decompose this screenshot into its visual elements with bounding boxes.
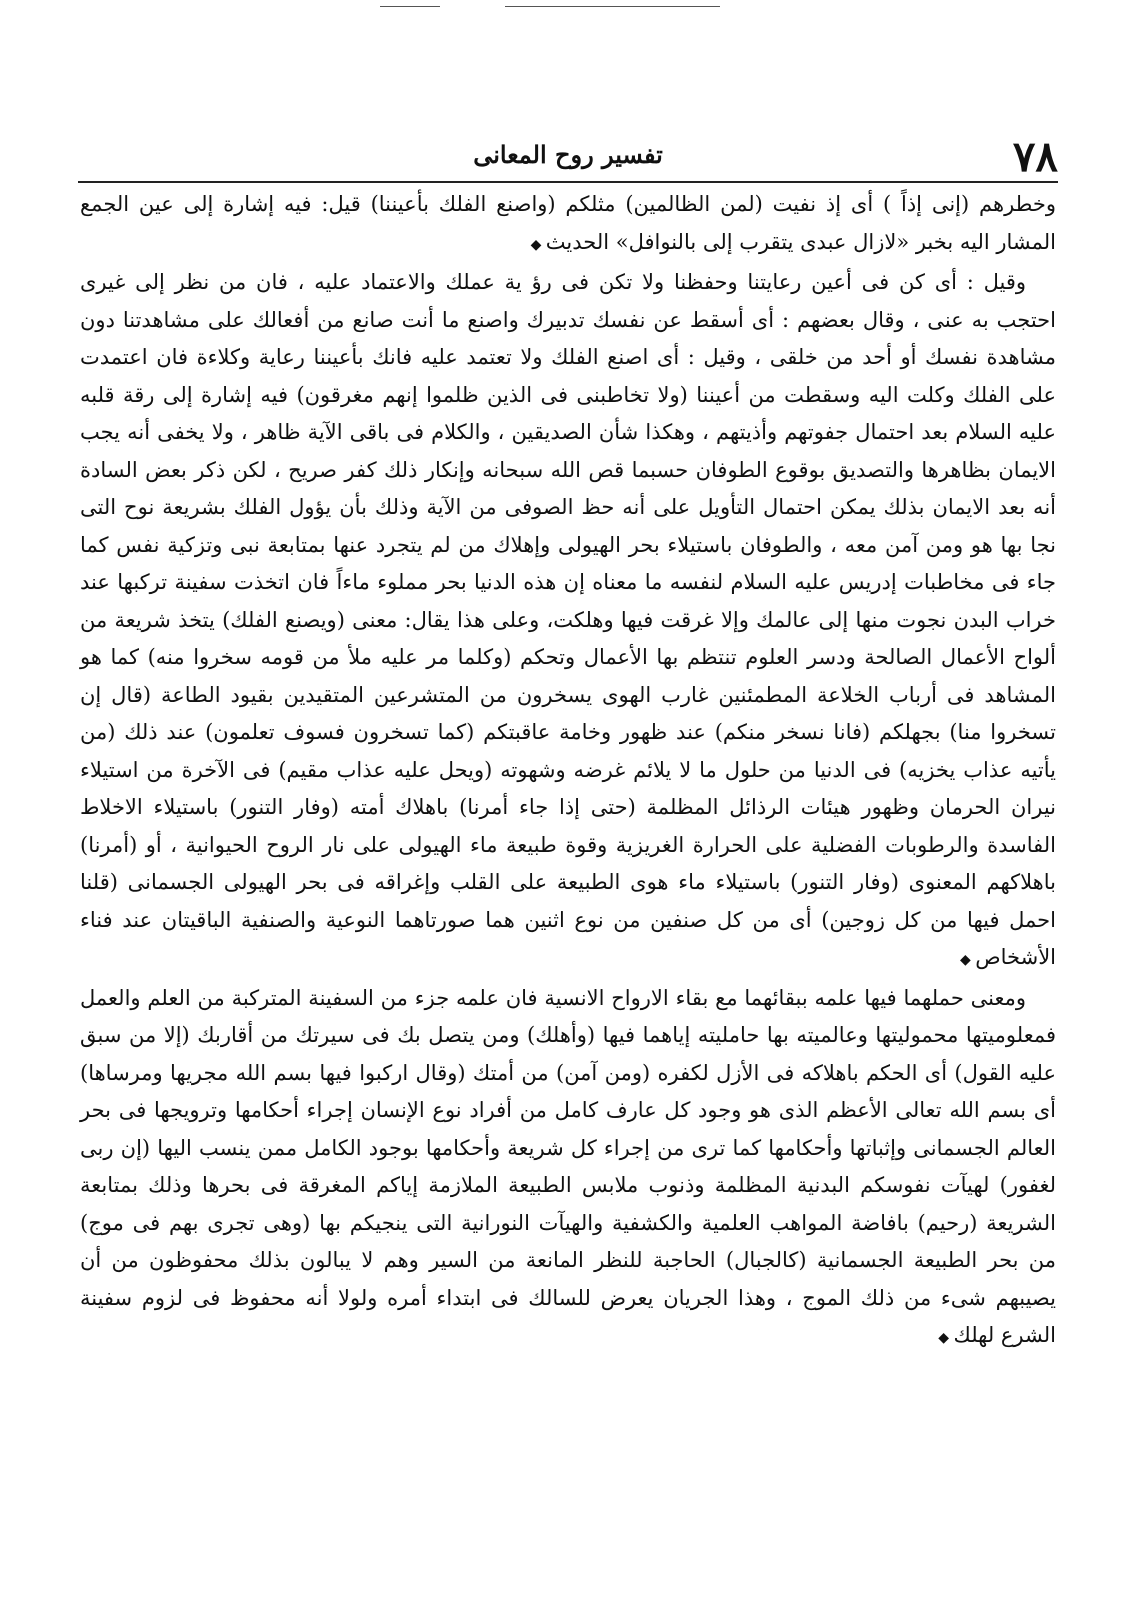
paragraph: وقيل : أى كن فى أعين رعايتنا وحفظنا ولا تكن فى رؤ ية عملك والاعتماد عليه ، فان من نظر إلى غيرى احتجب به عنى ، وقال بعضهم : أى أسقط عن نفسك تدبيرك واصنع ما أنت صانع من أفعالك على مشاهدتنا دون مشاهدة نفسك أو أحد من خلقى ، وقيل : أى اصنع الفلك ولا تعتمد عليه فانك بأعيننا رعاية وكلاءة فان اعتمدت على الفلك وكلت اليه وسقطت من أعيننا (ولا تخاطبنى فى الذين ظلموا إنهم مغرقون) فيه إشارة إلى رقة قلبه عليه السلام بعد احتمال جفوتهم وأذيتهم ، وهكذا شأن الصديقين ، والكلام فى باقى الآية ظاهر ، ولا يخفى أنه يجب الايمان بظاهرها والتصديق بوقوع الطوفان حسبما قص الله سبحانه وإنكار ذلك كفر صريح ، لكن ذكر بعض السادة أنه بعد الايمان بذلك يمكن احتمال التأويل على أنه حظ الصوفى من الآية وذلك بأن يؤول الفلك بشريعة نوح التى نجا بها هو ومن آمن معه ، والطوفان باستيلاء بحر الهيولى وإهلاك من لم يتجرد عنها بمتابعة نبى وتزكية نفس كما جاء فى مخاطبات إدريس عليه السلام لنفسه ما معناه إن هذه الدنيا بحر مملوء ماءاً فان اتخذت سفينة تركبها عند خراب البدن نجوت منها إلى عالمك وإلا غرقت فيها وهلكت، وعلى هذا يقال: معنى (ويصنع الفلك) يتخذ شريعة من ألواح الأعمال الصالحة ودسر العلوم تنتظم بها الأعمال وتحكم (وكلما مر عليه ملأ من قومه سخروا منه) كما هو المشاهد فى أرباب الخلاعة المطمئنين غارب الهوى يسخرون من المتشرعين المتقيدين بقيود الطاعة (قال إن تسخروا منا) بجهلكم (فانا نسخر منكم) عند ظهور وخامة عاقبتكم (كما تسخرون فسوف تعلمون) عند ذلك (من يأتيه عذاب يخزيه) فى الدنيا من حلول ما لا يلائم غرضه وشهوته (ويحل عليه عذاب مقيم) فى الآخرة من استيلاء نيران الحرمان وظهور هيئات الرذائل المظلمة (حتى إذا جاء أمرنا) باهلاك أمته (وفار التنور) باستيلاء الاخلاط الفاسدة والرطوبات الفضلية على الحرارة الغريزية وقوة طبيعة ماء الهيولى على نار الروح الحيوانية ، أو (أمرنا) باهلاكهم المعنوى (وفار التنور) باستيلاء ماء هوى الطبيعة على القلب وإغراقه فى بحر الهيولى الجسمانى (قلنا احمل فيها من كل زوجين) أى من كل صنفين من نوع اثنين هما صورتاهما النوعية والصنفية الباقيتان عند فناء الأشخاص ◆ — [80, 264, 1056, 980]
header-rule — [78, 181, 1058, 183]
page-number: ٧٨ — [1012, 132, 1058, 181]
page-header — [78, 132, 1058, 182]
paragraph: وخطرهم (إنى إذاً ) أى إذ نفيت (لمن الظالمين) مثلكم (واصنع الفلك بأعيننا) قيل: فيه إشارة إلى عين الجمع المشار اليه بخبر «لازال عبدى يتقرب إلى بالنوافل» الحديث ◆ — [80, 186, 1056, 264]
scan-edge-marks — [380, 4, 720, 10]
commentary-text — [80, 186, 1056, 1358]
paragraph: ومعنى حملهما فيها علمه ببقائهما مع بقاء الارواح الانسية فان علمه جزء من السفينة المتركبة من العلم والعمل فمعلوميتها محموليتها وعالميته بها حامليته إياهما فيها (وأهلك) ومن يتصل بك فى سيرتك من أقاربك (إلا من سبق عليه القول) أى الحكم باهلاكه فى الأزل لكفره (ومن آمن) من أمتك (وقال اركبوا فيها بسم الله مجريها ومرساها) أى بسم الله تعالى الأعظم الذى هو وجود كل عارف كامل من أفراد نوع الإنسان إجراء أحكامها وترويجها فى بحر العالم الجسمانى وإثباتها وأحكامها كما ترى من إجراء كل شريعة وأحكامها بوجود الكامل ممن ينسب اليها (إن ربى لغفور) لهيآت نفوسكم البدنية المظلمة وذنوب ملابس الطبيعة الملازمة إياكم المغرقة فى بحرها وذلك بمتابعة الشريعة (رحيم) بافاضة المواهب العلمية والكشفية والهيآت النورانية التى ينجيكم بها (وهى تجرى بهم فى موج) من بحر الطبيعة الجسمانية (كالجبال) الحاجبة للنظر المانعة من السير وهم لا يبالون بذلك محفوظون من أن يصيبهم شىء من ذلك الموج ، وهذا الجريان يعرض للسالك فى ابتداء أمره ولولا أنه محفوظ فى لزوم سفينة الشرع لهلك ◆ — [80, 980, 1056, 1358]
running-title: تفسير روح المعانى — [473, 140, 663, 169]
